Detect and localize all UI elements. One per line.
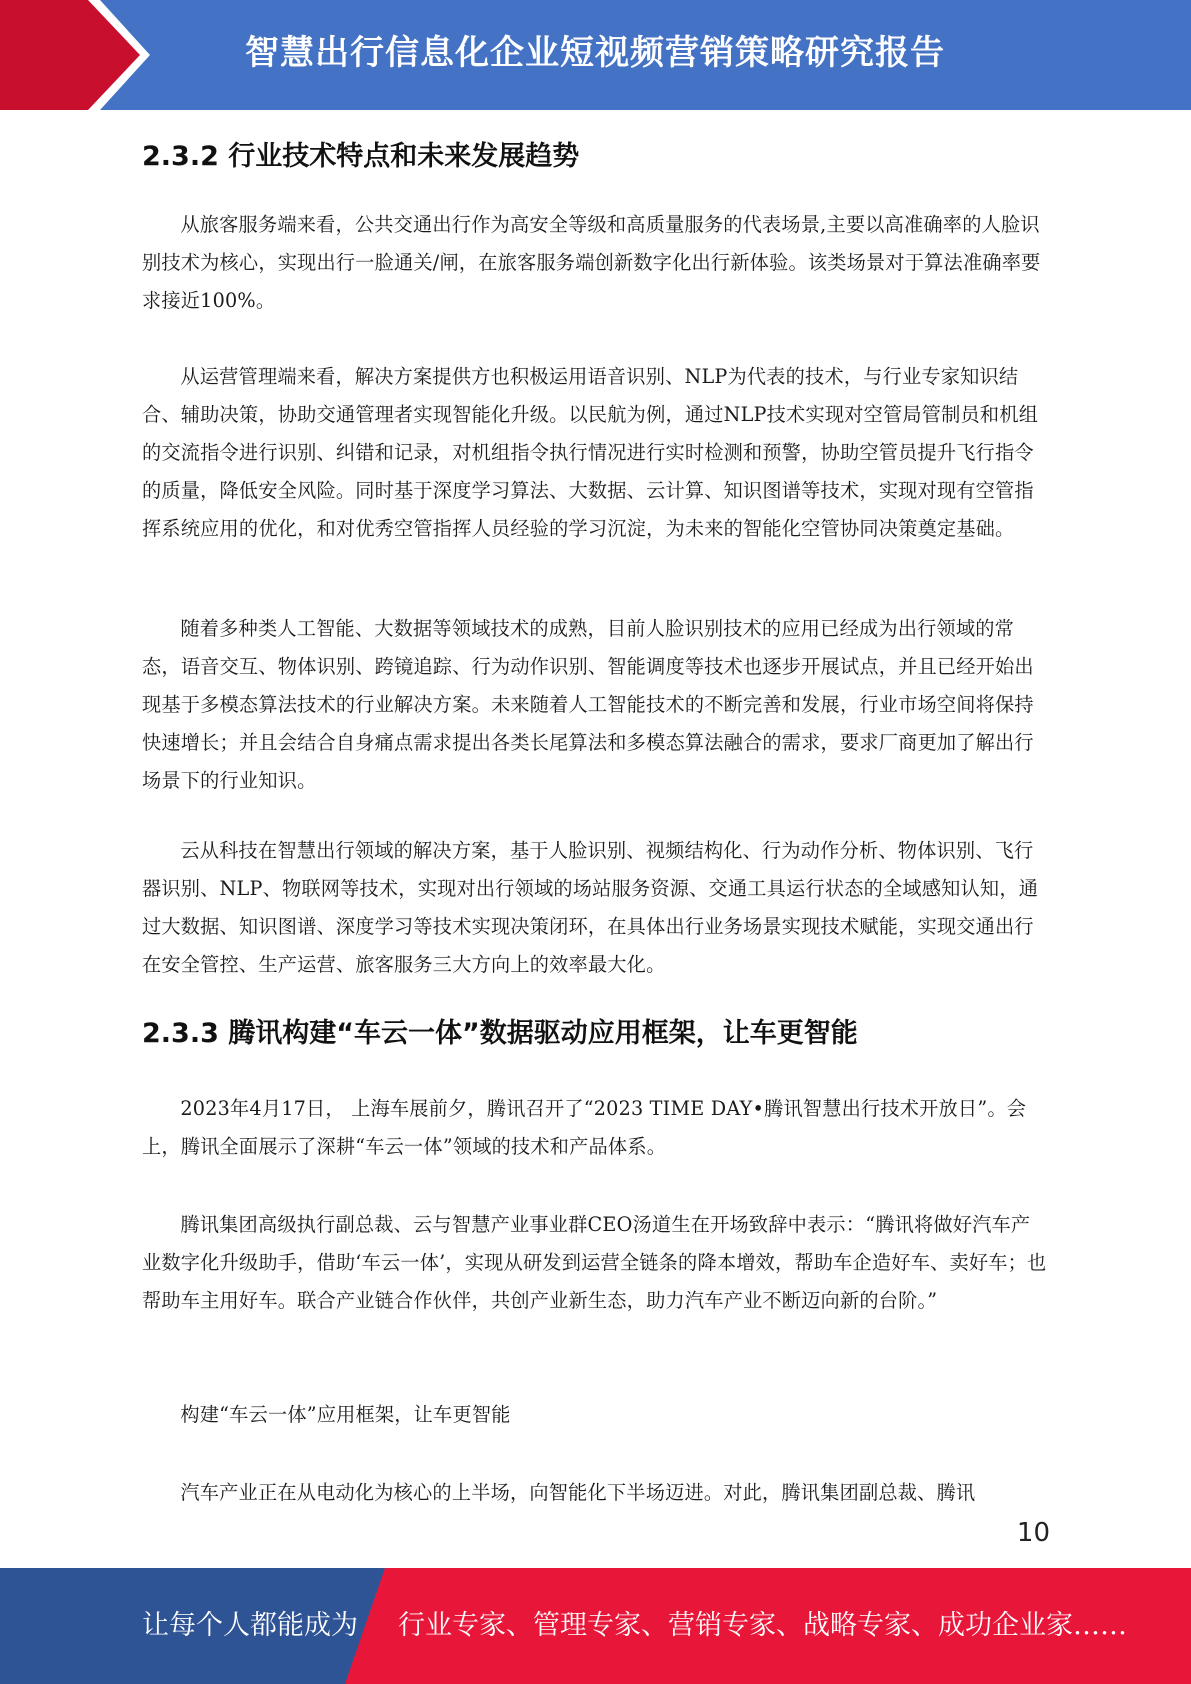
footer-slogan-left: 让每个人都能成为 bbox=[142, 1610, 358, 1641]
paragraph: 随着多种类人工智能、大数据等领域技术的成熟，目前人脸识别技术的应用已经成为出行领域的常态，语音交互、物体识别、跨镜追踪、行为动作识别、智能调度等技术也逐步开展试点，并且已经开始出现基于多模态算法技术的行业解决方案。未来随着人工智能技术的不断完善和发展，行业市场空间将保持快速增长；并且会结合自身痛点需求提出各类长尾算法和多模态算法融合的需求，要求厂商更加了解出行场景下的行业知识。 bbox=[142, 617, 1034, 792]
paragraph: 构建“车云一体”应用框架，让车更智能 bbox=[180, 1403, 511, 1426]
report-title: 智慧出行信息化企业短视频营销策略研究报告 bbox=[245, 33, 945, 73]
page-footer bbox=[0, 1568, 1191, 1684]
page-header bbox=[0, 0, 1191, 110]
paragraph: 腾讯集团高级执行副总裁、云与智慧产业事业群CEO汤道生在开场致辞中表示：“腾讯将做好汽车产业数字化升级助手，借助‘车云一体’，实现从研发到运营全链条的降本增效，帮助车企造好车、卖好车；也帮助车主用好车。联合产业链合作伙伴，共创产业新生态，助力汽车产业不断迈向新的台阶。” bbox=[142, 1213, 1047, 1312]
page-number: 10 bbox=[1016, 1518, 1050, 1548]
footer-slogan-right: 行业专家、管理专家、营销专家、战略专家、成功企业家…… bbox=[398, 1610, 1127, 1641]
paragraph: 从旅客服务端来看，公共交通出行作为高安全等级和高质量服务的代表场景,主要以高准确率的人脸识别技术为核心，实现出行一脸通关/闸，在旅客服务端创新数字化出行新体验。该类场景对于算法准确率要求接近100%。 bbox=[142, 213, 1041, 312]
paragraph: 云从科技在智慧出行领域的解决方案，基于人脸识别、视频结构化、行为动作分析、物体识别、飞行器识别、NLP、物联网等技术，实现对出行领域的场站服务资源、交通工具运行状态的全域感知认知，通过大数据、知识图谱、深度学习等技术实现决策闭环，在具体出行业务场景实现技术赋能，实现交通出行在安全管控、生产运营、旅客服务三大方向上的效率最大化。 bbox=[142, 839, 1039, 976]
paragraph: 从运营管理端来看，解决方案提供方也积极运用语音识别、NLP为代表的技术，与行业专家知识结合、辅助决策，协助交通管理者实现智能化升级。以民航为例，通过NLP技术实现对空管局管制员和机组的交流指令进行识别、纠错和记录，对机组指令执行情况进行实时检测和预警，协助空管员提升飞行指令的质量，降低安全风险。同时基于深度学习算法、大数据、云计算、知识图谱等技术，实现对现有空管指挥系统应用的优化，和对优秀空管指挥人员经验的学习沉淀，为未来的智能化空管协同决策奠定基础。 bbox=[142, 365, 1039, 540]
section-heading-2-3-2: 2.3.2 行业技术特点和未来发展趋势 bbox=[142, 141, 580, 172]
paragraph: 2023年4月17日， 上海车展前夕，腾讯召开了“2023 TIME DAY•腾讯智慧出行技术开放日”。会上，腾讯全面展示了深耕“车云一体”领域的技术和产品体系。 bbox=[142, 1097, 1027, 1158]
section-heading-2-3-3: 2.3.3 腾讯构建“车云一体”数据驱动应用框架，让车更智能 bbox=[142, 1018, 858, 1049]
paragraph: 汽车产业正在从电动化为核心的上半场，向智能化下半场迈进。对此，腾讯集团副总裁、腾讯 bbox=[180, 1481, 976, 1504]
red-chevron-icon bbox=[0, 0, 160, 110]
